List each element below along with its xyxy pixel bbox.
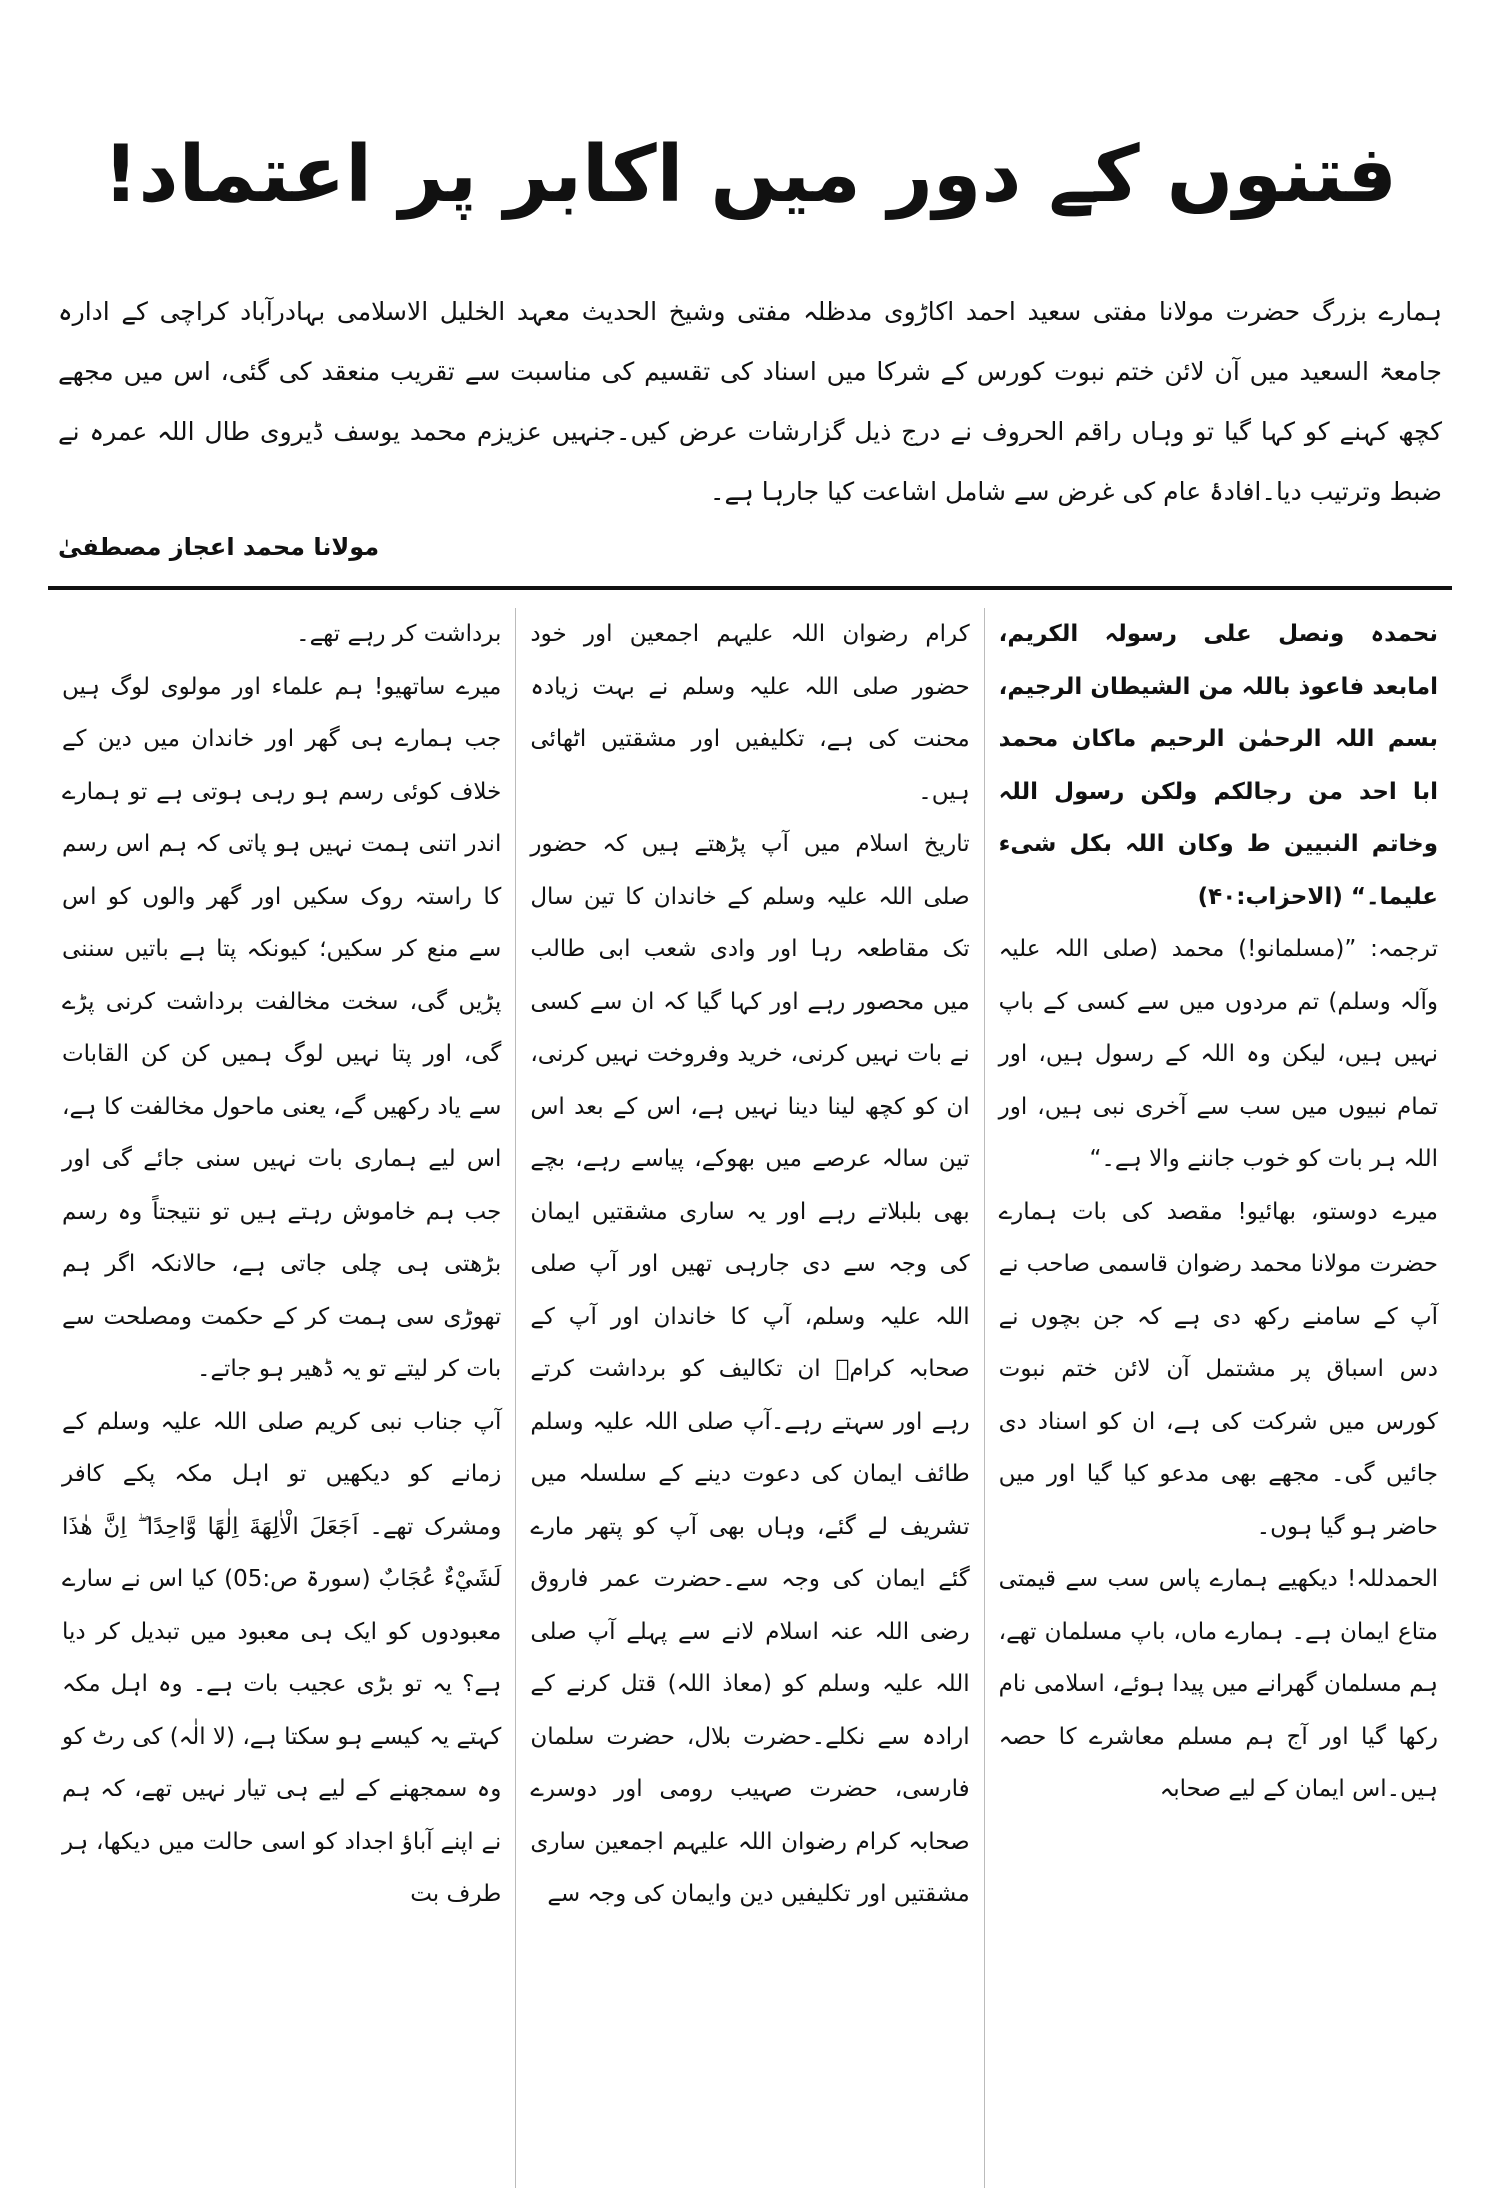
column-separator — [984, 608, 985, 2188]
column-1 — [985, 608, 1452, 2188]
paragraph: برداشت کر رہے تھے۔ — [296, 621, 502, 647]
column-2 — [516, 608, 983, 2188]
paragraph: الحمدللہ! دیکھیے ہمارے پاس سب سے قیمتی متاع ایمان ہے۔ ہمارے ماں، باپ مسلمان تھے، ہم مسلمان گھرانے میں پیدا ہوئے، اسلامی نام رکھا گیا اور آج ہم مسلم معاشرے کا حصہ ہیں۔اس ایمان کے لیے صحابہ — [998, 1566, 1438, 1802]
article-title: فتنوں کے دور میں اکابر پر اعتماد! — [102, 130, 1397, 220]
article-intro: ہمارے بزرگ حضرت مولانا مفتی سعید احمد اکاڑوی مدظلہ مفتی وشیخ الحدیث معہد الخلیل الاسلامی بہادرآباد کراچی کے ادارہ جامعۃ السعید میں آن لائن ختم نبوت کورس کے شرکا میں اسناد کی تقسیم کی مناسبت سے تقریب منعقد کی گئی، اس میں مجھے کچھ کہنے کو کہا گیا تو وہاں راقم الحروف نے درج ذیل گزارشات عرض کیں۔جنہیں عزیزم محمد یوسف ڈیروی طال اللہ عمرہ نے ضبط وترتیب دیا۔افادۂ عام کی غرض سے شامل اشاعت کیا جارہا ہے۔ — [58, 297, 1442, 506]
paragraph: آپ جناب نبی کریم صلی اللہ علیہ وسلم کے زمانے کو دیکھیں تو اہل مکہ پکے کافر ومشرک تھے۔ اَجَعَلَ الْاٰلِهَةَ اِلٰهًا وَّاحِدًا ۖ اِنَّ هٰذَا لَشَيْءٌ عُجَابٌ (سورۃ ص:05) کیا اس نے سارے معبودوں کو ایک ہی معبود میں تبدیل کر دیا ہے؟ یہ تو بڑی عجیب بات ہے۔ وہ اہل مکہ کہتے یہ کیسے ہو سکتا ہے، (لا الٰہ) کی رٹ کو وہ سمجھنے کے لیے ہی تیار نہیں تھے، کہ ہم نے اپنے آباؤ اجداد کو اسی حالت میں دیکھا، ہر طرف بت — [62, 1408, 502, 1907]
paragraph: تاریخ اسلام میں آپ پڑھتے ہیں کہ حضور صلی اللہ علیہ وسلم کے خاندان کا تین سال تک مقاطعہ رہا اور وادی شعب ابی طالب میں محصور رہے اور کہا گیا کہ ان سے کسی نے بات نہیں کرنی، خرید وفروخت نہیں کرنی، ان کو کچھ لینا دینا نہیں ہے، اس کے بعد اس تین سالہ عرصے میں بھوکے، پیاسے رہے، بچے بھی بلبلاتے رہے اور یہ ساری مشقتیں ایمان کی وجہ سے دی جارہی تھیں اور آپ صلی اللہ علیہ وسلم، آپ کا خاندان اور آپ کے صحابہ کرامؓ ان تکالیف کو برداشت کرتے رہے اور سہتے رہے۔آپ صلی اللہ علیہ وسلم طائف ایمان کی دعوت دینے کے سلسلہ میں تشریف لے گئے، وہاں بھی آپ کو پتھر مارے گئے ایمان کی وجہ سے۔حضرت عمر فاروق رضی اللہ عنہ اسلام لانے سے پہلے آپ صلی اللہ علیہ وسلم کو (معاذ اللہ) قتل کرنے کے ارادہ سے نکلے۔حضرت بلال، حضرت سلمان فارسی، حضرت صہیب رومی اور دوسرے صحابہ کرام رضوان اللہ علیہم اجمعین ساری مشقتیں اور تکلیفیں دین وایمان کی وجہ سے — [530, 831, 970, 1907]
paragraph: میرے ساتھیو! ہم علماء اور مولوی لوگ ہیں جب ہمارے ہی گھر اور خاندان میں دین کے خلاف کوئی رسم ہو رہی ہوتی ہے تو ہمارے اندر اتنی ہمت نہیں ہو پاتی کہ ہم اس رسم کا راستہ روک سکیں اور گھر والوں کو اس سے منع کر سکیں؛ کیونکہ پتا ہے باتیں سننی پڑیں گی، سخت مخالفت برداشت کرنی پڑے گی، اور پتا نہیں لوگ ہمیں کن کن القابات سے یاد رکھیں گے، یعنی ماحول مخالفت کا ہے، اس لیے ہماری بات نہیں سنی جائے گی اور جب ہم خاموش رہتے ہیں تو نتیجتاً وہ رسم بڑھتی ہی چلی جاتی ہے، حالانکہ اگر ہم تھوڑی سی ہمت کر کے حکمت ومصلحت سے بات کر لیتے تو یہ ڈھیر ہو جاتے۔ — [62, 673, 502, 1382]
paragraph: نحمدہ ونصل علی رسولہ الکریم، امابعد فاعوذ باللہ من الشیطان الرجیم، بسم اللہ الرحمٰن الرحیم ماکان محمد ابا احد من رجالکم ولکن رسول اللہ وخاتم النبیین ط وکان اللہ بکل شیء علیما۔“ (الاحزاب:۴۰) — [998, 621, 1438, 910]
author-byline: مولانا محمد اعجاز مصطفیٰ — [58, 533, 380, 561]
article-body — [48, 608, 1452, 2188]
column-3 — [48, 608, 515, 2188]
paragraph: میرے دوستو، بھائیو! مقصد کی بات ہمارے حضرت مولانا محمد رضوان قاسمی صاحب نے آپ کے سامنے رکھ دی ہے کہ جن بچوں نے دس اسباق پر مشتمل آن لائن ختم نبوت کورس میں شرکت کی ہے، ان کو اسناد دی جائیں گی۔ مجھے بھی مدعو کیا گیا اور میں حاضر ہو گیا ہوں۔ — [998, 1198, 1438, 1540]
paragraph: کرام رضوان اللہ علیہم اجمعین اور خود حضور صلی اللہ علیہ وسلم نے بہت زیادہ محنت کی ہے، تکلیفیں اور مشقتیں اٹھائی ہیں۔ — [530, 621, 970, 805]
paragraph: ترجمہ: ”(مسلمانو!) محمد (صلی اللہ علیہ وآلہ وسلم) تم مردوں میں سے کسی کے باپ نہیں ہیں، لیکن وہ اللہ کے رسول ہیں، اور تمام نبیوں میں سب سے آخری نبی ہیں، اور اللہ ہر بات کو خوب جاننے والا ہے۔“ — [998, 936, 1438, 1172]
column-separator — [515, 608, 516, 2188]
header-divider — [48, 586, 1452, 590]
